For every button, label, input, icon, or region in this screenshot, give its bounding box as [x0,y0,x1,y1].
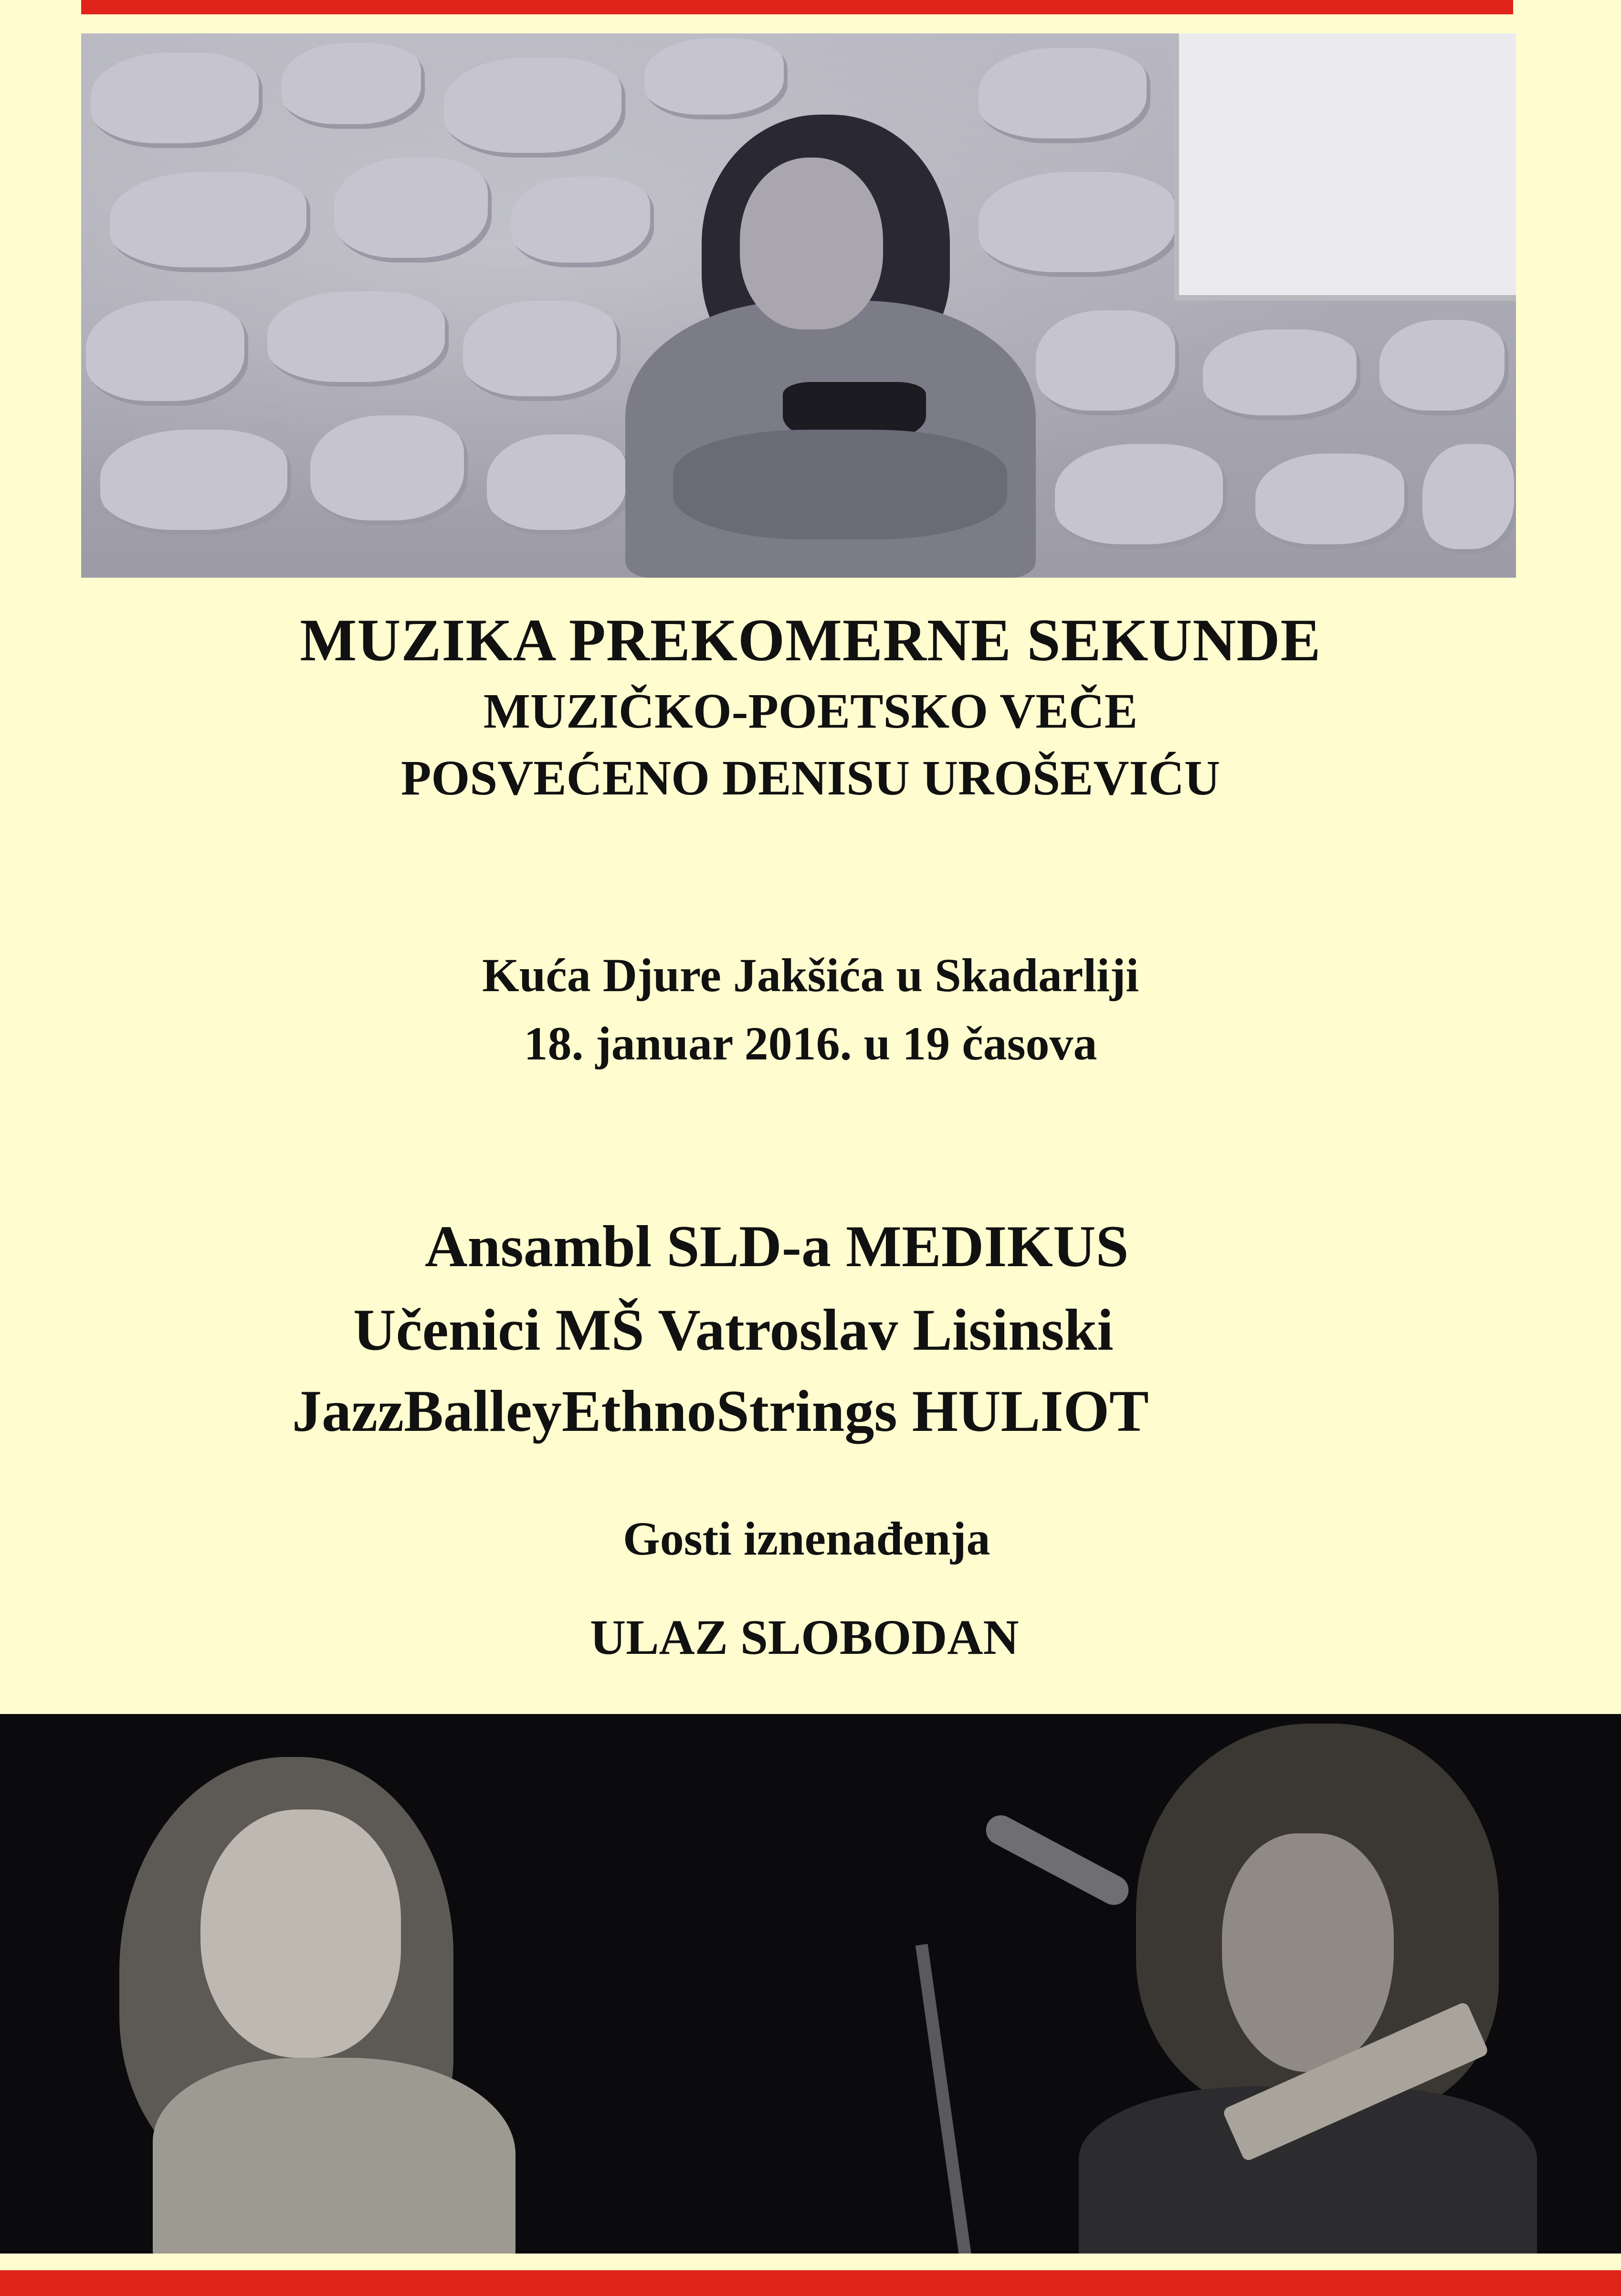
bottom-accent-bar [0,2270,1621,2296]
microphone-icon [981,1810,1134,1910]
microphone-stand [916,1944,973,2254]
event-subtitle-line-2: POSVEĆENO DENISU UROŠEVIĆU [400,751,1221,805]
surprise-guests-note: Gosti iznenađenja [623,1512,990,1565]
event-venue: Kuća Djure Jakšića u Skadarliji [482,949,1139,1002]
event-title: MUZIKA PREKOMERNE SEKUNDE [300,607,1321,674]
performer-item: Učenici MŠ Vatroslav Lisinski [353,1297,1114,1363]
window-opening [1174,33,1516,301]
bottom-photo-performers [0,1714,1621,2254]
event-date-time: 18. januar 2016. u 19 časova [524,1017,1097,1070]
top-photo-woman-stone-wall [81,33,1516,578]
free-entry-note: ULAZ SLOBODAN [590,1610,1019,1665]
event-subtitle-line-1: MUZIČKO-POETSKO VEČE [483,684,1138,739]
top-accent-bar [81,0,1513,14]
performer-item: JazzBalleyEthnoStrings HULIOT [292,1378,1149,1444]
performer-item: Ansambl SLD-a MEDIKUS [425,1214,1129,1279]
